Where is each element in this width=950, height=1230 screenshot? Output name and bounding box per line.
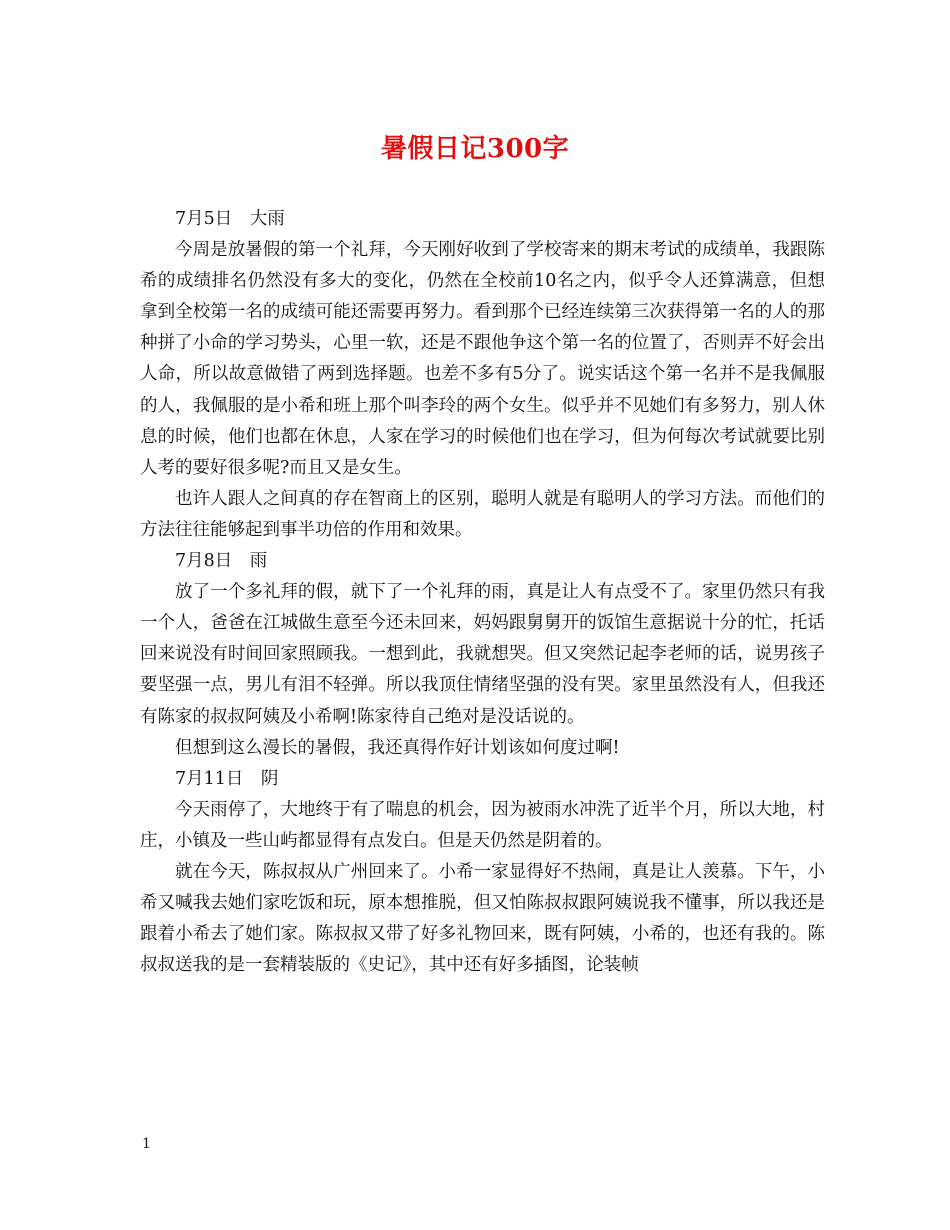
- diary-date-heading: 7月8日 雨: [175, 551, 268, 572]
- paragraph: 但想到这么漫长的暑假，我还真得作好计划该如何度过啊!: [175, 737, 620, 758]
- document-title: 暑假日记300字: [380, 134, 570, 164]
- page-number: 1: [142, 1136, 151, 1152]
- diary-date-heading: 7月5日 大雨: [175, 209, 285, 229]
- paragraph: 就在今天，陈叔叔从广州回来了。小希一家显得好不热闹，真是让人羡慕。下午，小希又喊我去她们家吃饭和玩，原本想推脱，但又怕陈叔叔跟阿姨说我不懂事，所以我还是跟着小希去了她们家。陈叔叔又带了好多礼物回来，既有阿姨，小希的，也还有我的。陈叔叔送我的是一套精装版的《史记》，其中还有好多插图，论装帧: [140, 861, 825, 976]
- paragraph: 也许人跟人之间真的存在智商上的区别，聪明人就是有聪明人的学习方法。而他们的方法往往能够起到事半功倍的作用和效果。: [140, 488, 825, 540]
- paragraph: 放了一个多礼拜的假，就下了一个礼拜的雨，真是让人有点受不了。家里仍然只有我一个人，爸爸在江城做生意至今还未回来，妈妈跟舅舅开的饭馆生意据说十分的忙，托话回来说没有时间回家照顾我。一想到此，我就想哭。但又突然记起李老师的话，说男孩子要坚强一点，男儿有泪不轻弹。所以我顶住情绪坚强的没有哭。家里虽然没有人，但我还有陈家的叔叔阿姨及小希啊!陈家待自己绝对是没话说的。: [140, 582, 825, 727]
- diary-date-heading: 7月11日 阴: [175, 768, 279, 789]
- paragraph: 今周是放暑假的第一个礼拜，今天刚好收到了学校寄来的期末考试的成绩单，我跟陈希的成绩排名仍然没有多大的变化，仍然在全校前10名之内，似乎令人还算满意，但想拿到全校第一名的成绩可能还需要再努力。看到那个已经连续第三次获得第一名的人的那种拼了小命的学习势头，心里一软，还是不跟他争这个第一名的位置了，否则弄不好会出人命，所以故意做错了两到选择题。也差不多有5分了。说实话这个第一名并不是我佩服的人，我佩服的是小希和班上那个叫李玲的两个女生。似乎并不见她们有多努力，别人休息的时候，他们也都在休息，人家在学习的时候他们也在学习，但为何每次考试就要比别人考的要好很多呢?而且又是女生。: [140, 240, 825, 478]
- paragraph: 今天雨停了，大地终于有了喘息的机会，因为被雨水冲洗了近半个月，所以大地，村庄，小镇及一些山屿都显得有点发白。但是天仍然是阴着的。: [140, 799, 825, 851]
- document-body: [140, 204, 825, 981]
